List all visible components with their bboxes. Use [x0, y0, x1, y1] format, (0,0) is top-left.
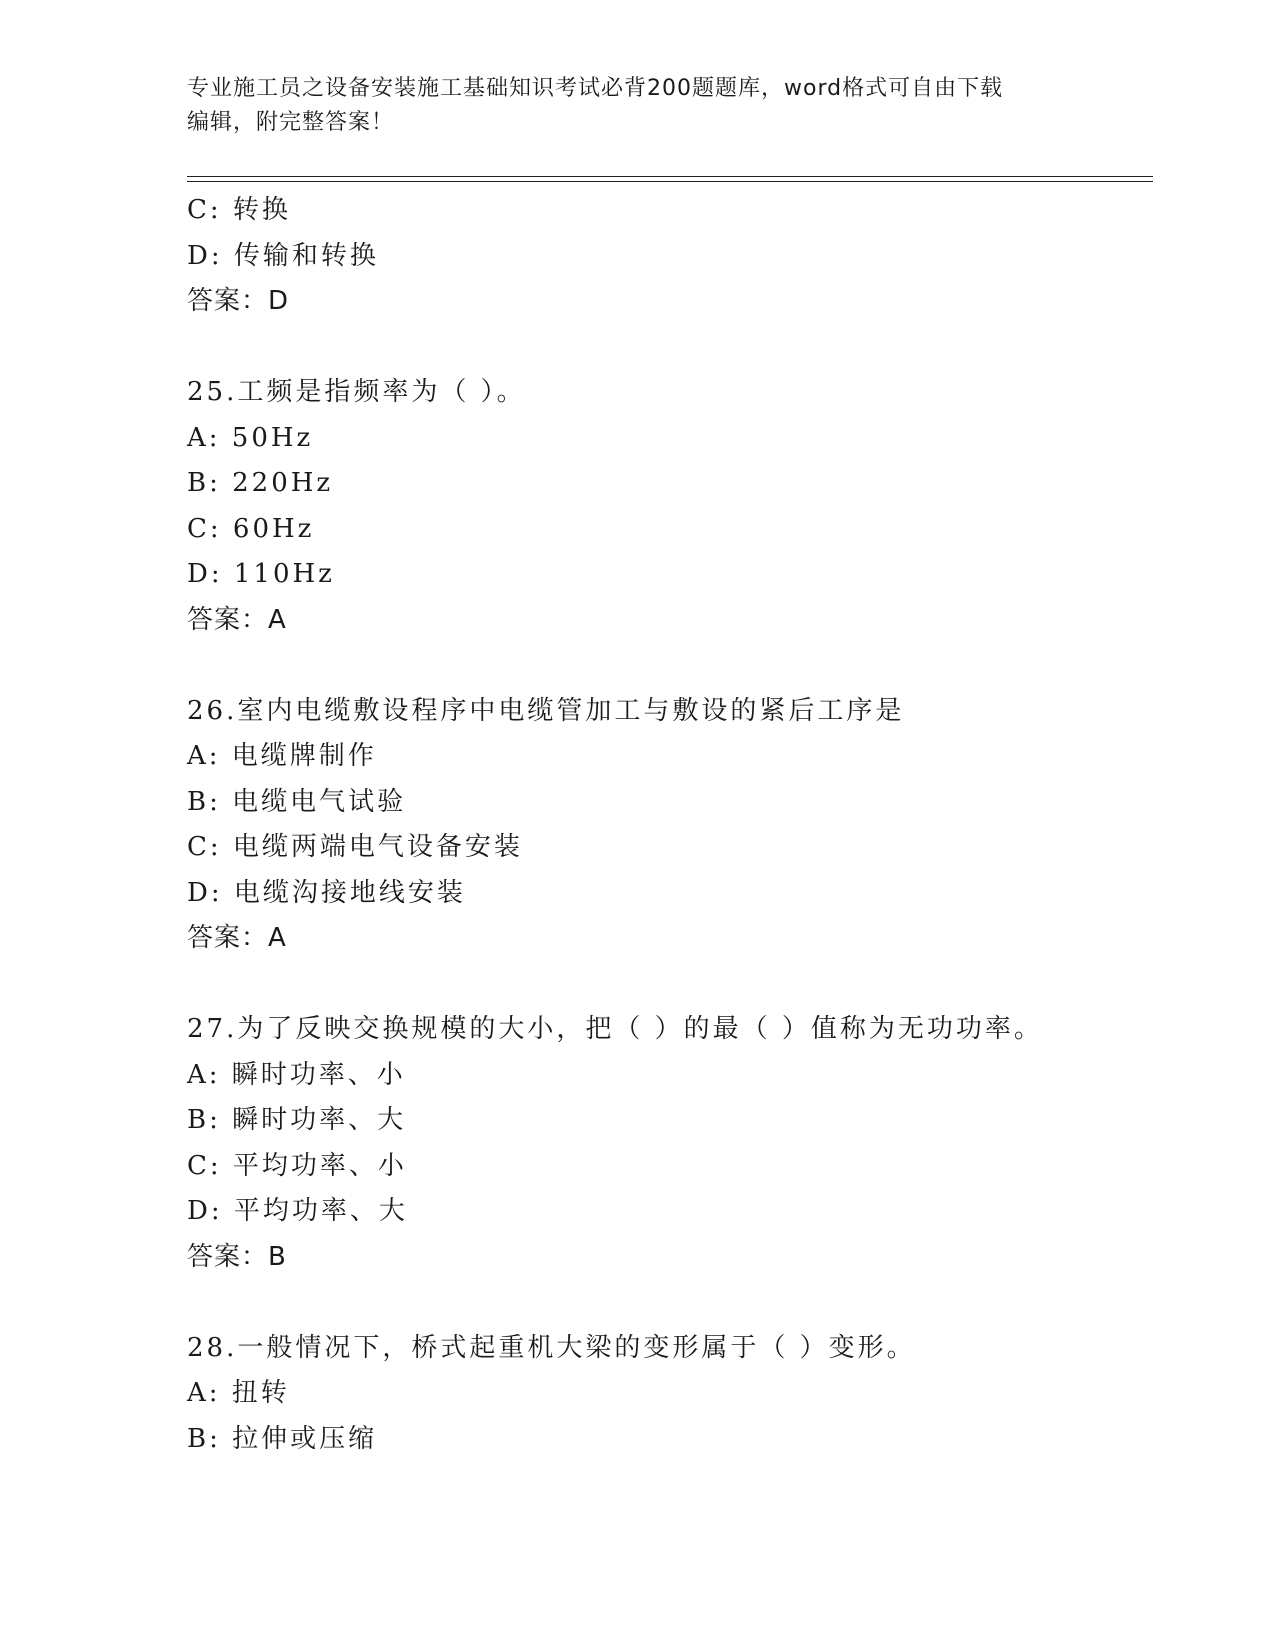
header-line-1: 专业施工员之设备安装施工基础知识考试必背200题题库，word格式可自由下载 — [187, 76, 1004, 101]
option-line: B: 220Hz — [187, 468, 334, 498]
option-line: D: 电缆沟接地线安装 — [187, 877, 466, 908]
spacer — [187, 962, 1187, 1008]
question-list — [187, 188, 1187, 1462]
header-divider-bottom — [187, 181, 1153, 182]
document-header — [187, 72, 1067, 140]
question-text: 27.为了反映交换规模的大小，把（ ）的最（ ）值称为无功功率。 — [187, 1014, 1043, 1044]
question-text: 25.工频是指频率为（ ）。 — [187, 377, 526, 407]
option-line: C: 转换 — [187, 195, 291, 225]
question-text: 26.室内电缆敷设程序中电缆管加工与敷设的紧后工序是 — [187, 695, 905, 726]
header-divider-top — [187, 176, 1153, 177]
option-line: A: 电缆牌制作 — [187, 741, 377, 771]
header-line-2: 编辑，附完整答案！ — [187, 110, 395, 135]
option-line: D: 传输和转换 — [187, 240, 379, 271]
answer-line: 答案：B — [187, 1241, 287, 1272]
option-line: B: 电缆电气试验 — [187, 786, 407, 817]
option-line: B: 拉伸或压缩 — [187, 1423, 378, 1454]
answer-line: 答案：A — [187, 604, 287, 635]
option-line: A: 瞬时功率、小 — [187, 1059, 406, 1090]
option-line: A: 50Hz — [187, 422, 314, 453]
option-line: B: 瞬时功率、大 — [187, 1105, 407, 1135]
spacer — [187, 643, 1187, 689]
answer-line: 答案：D — [187, 286, 290, 316]
option-line: A: 扭转 — [187, 1378, 290, 1408]
spacer — [187, 325, 1187, 371]
answer-line: 答案：A — [187, 923, 287, 953]
option-line: D: 平均功率、大 — [187, 1196, 408, 1226]
option-line: C: 电缆两端电气设备安装 — [187, 832, 523, 862]
option-line: D: 110Hz — [187, 559, 335, 589]
question-text: 28.一般情况下，桥式起重机大梁的变形属于（ ）变形。 — [187, 1332, 916, 1363]
option-line: C: 平均功率、小 — [187, 1150, 407, 1181]
option-line: C: 60Hz — [187, 513, 315, 544]
spacer — [187, 1280, 1187, 1326]
